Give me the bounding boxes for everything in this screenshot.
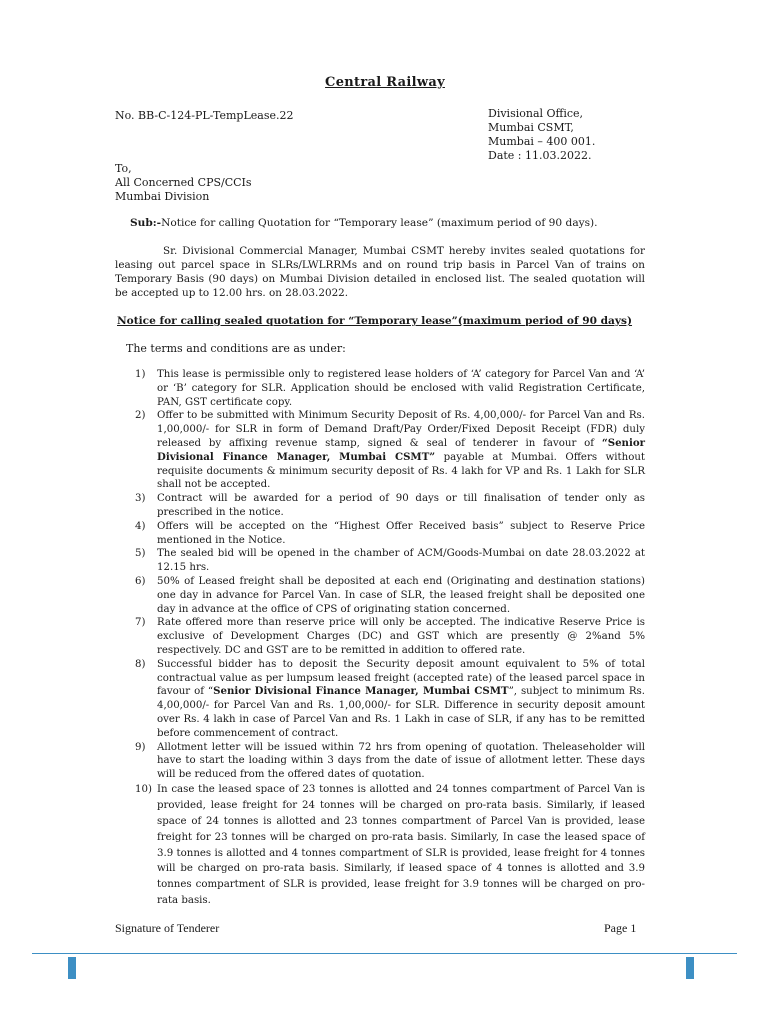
term-text: Successful bidder has to deposit the Security deposit amount equivalent to 5% of total contractual value as per lumpsum leased freight (accepted rate) of the leased parcel space in favour of “ bbox=[157, 658, 645, 698]
document-title: Central Railway bbox=[325, 75, 445, 90]
term-text: Allotment letter will be issued within 72 hrs from opening of quotation. Theleaseholder will have to start the loading within 3 days from the date of issue of allotment letter. These days will be reduced from the offered dates of quotation. bbox=[157, 741, 645, 781]
notice-heading: Notice for calling sealed quotation for “Temporary lease”(maximum period of 90 days) bbox=[117, 315, 633, 327]
term-text: Offers will be accepted on the “Highest Offer Received basis” subject to Reserve Price mentioned in the Notice. bbox=[157, 520, 645, 546]
term-number: 4) bbox=[135, 520, 146, 532]
footer-divider bbox=[32, 953, 737, 954]
term-number: 1) bbox=[135, 369, 146, 380]
term-text: Contract will be awarded for a period of 90 days or till finalisation of tender only as prescribed in the notice. bbox=[157, 493, 645, 518]
subject-text: Notice for calling Quotation for “Temporary lease” (maximum period of 90 days). bbox=[161, 217, 598, 229]
term-text: Offer to be submitted with Minimum Security Deposit of Rs. 4,00,000/- for Parcel Van and Rs. 1,00,000/- for SLR in form of Demand Draft/Pay Order/Fixed Deposit Receipt (FDR) duly released by affixing revenue stamp, signed & seal of tenderer in favour of bbox=[157, 410, 645, 449]
term-item bbox=[135, 616, 645, 657]
term-item bbox=[135, 575, 645, 616]
office-date: Date : 11.03.2022. bbox=[488, 149, 592, 162]
office-line-1: Divisional Office, bbox=[488, 107, 584, 120]
term-number: 9) bbox=[135, 741, 146, 753]
intro-paragraph: Sr. Divisional Commercial Manager, Mumbai CSMT hereby invites sealed quotations for leasing out parcel space in SLRs/LWLRRMs and on round trip basis in Parcel Van of trains on Temporary Basis (90 days) on Mumbai Division detailed in enclosed list. The sealed quotation will be accepted up to 12.00 hrs. on 28.03.2022. bbox=[115, 245, 645, 299]
signature-label: Signature of Tenderer bbox=[115, 921, 220, 935]
term-number: 2) bbox=[135, 410, 146, 422]
term-text-cont: payable at Mumbai. Offers without requisite documents & minimum security deposit of Rs. 4 lakh for VP and Rs. 1 Lakh for SLR shall not be accepted. bbox=[157, 451, 645, 491]
term-number: 6) bbox=[135, 575, 146, 587]
term-text: Rate offered more than reserve price will only be accepted. The indicative Reserve Price is exclusive of Development Charges (DC) and GST which are presently @ 2%and 5% respectively. DC and GST are to be remitted in addition to offered rate. bbox=[157, 617, 645, 656]
term-text: This lease is permissible only to registered lease holders of ‘A’ category for Parcel Van and ‘A’ or ‘B’ category for SLR. Application should be enclosed with valid Registration Certificate, PAN, GST certificate copy. bbox=[157, 369, 645, 408]
recipient-line-1: To, bbox=[115, 162, 132, 175]
term-item bbox=[135, 409, 645, 492]
office-line-2: Mumbai CSMT, bbox=[488, 121, 574, 134]
office-address bbox=[488, 107, 595, 163]
recipient-line-2: All Concerned CPS/CCIs bbox=[115, 176, 252, 189]
subject-label: Sub:- bbox=[130, 217, 162, 229]
term-bold-payee: Senior Divisional Finance Manager, Mumbai CSMT bbox=[213, 685, 509, 698]
term-text: In case the leased space of 23 tonnes is allotted and 24 tonnes compartment of Parcel Van is provided, lease freight for 24 tonnes will be charged on pro-rata basis. Similarly, if leased space of 24 tonnes is allotted and 23 tonnes compartment of Parcel Van is provided, lease freight for 23 tonnes will be charged on pro-rata basis. Similarly, In case the leased space of 3.9 tonnes is allotted and 4 tonnes compartment of SLR is provided, lease freight for 4 tonnes will be charged on pro-rata basis. Similarly, if leased space of 4 tonnes is allotted and 3.9 tonnes compartment of SLR is provided, lease freight for 3.9 tonnes will be charged on pro-rata basis. bbox=[157, 783, 645, 907]
recipient-line-3: Mumbai Division bbox=[115, 190, 210, 203]
term-number: 5) bbox=[135, 548, 146, 560]
term-item bbox=[135, 368, 645, 409]
term-item bbox=[135, 741, 645, 782]
term-item bbox=[135, 782, 645, 909]
term-bold-payee: “Senior Divisional Finance Manager, Mumbai CSMT” bbox=[157, 436, 645, 463]
term-item bbox=[135, 492, 645, 520]
term-number: 7) bbox=[135, 617, 146, 629]
term-item bbox=[135, 547, 645, 575]
term-item bbox=[135, 520, 645, 548]
term-number: 10) bbox=[135, 783, 152, 795]
term-number: 8) bbox=[135, 658, 146, 670]
term-text-cont: ”, subject to minimum Rs. 4,00,000/- for Parcel Van and Rs. 1,00,000/- for SLR. Difference in security deposit amount over Rs. 4 lakh in case of Parcel Van and Rs. 1 Lakh in case of SLR, if any has to be remitted before commencement of contract. bbox=[157, 686, 645, 739]
subject-line bbox=[130, 217, 660, 229]
reference-number: No. BB-C-124-PL-TempLease.22 bbox=[115, 109, 294, 122]
footer-accent-left bbox=[68, 957, 76, 979]
terms-list bbox=[135, 368, 645, 909]
term-text: The sealed bid will be opened in the chamber of ACM/Goods-Mumbai on date 28.03.2022 at 12.15 hrs. bbox=[157, 548, 645, 574]
term-number: 3) bbox=[135, 493, 146, 505]
office-line-3: Mumbai – 400 001. bbox=[488, 135, 596, 148]
footer-accent-right bbox=[686, 957, 694, 979]
page-number: Page 1 bbox=[604, 921, 637, 935]
recipient-block bbox=[115, 162, 252, 204]
term-item bbox=[135, 658, 645, 741]
terms-intro: The terms and conditions are as under: bbox=[126, 342, 346, 355]
term-text: 50% of Leased freight shall be deposited at each end (Originating and destination stations) one day in advance for Parcel Van. In case of SLR, the leased freight shall be deposited one day in advance at the office of CPS of originating station concerned. bbox=[157, 575, 645, 615]
